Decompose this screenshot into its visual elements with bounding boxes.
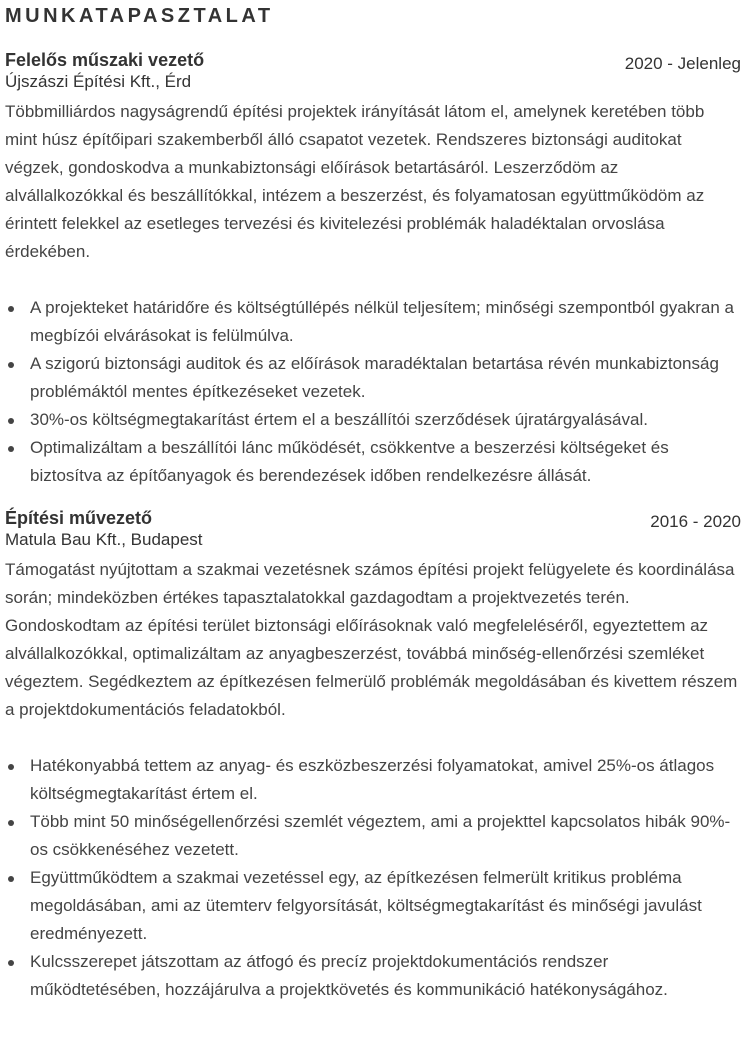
- achievement-text: Kulcsszerepet játszottam az átfogó és precíz projektdokumentációs rendszer működtetésében, hozzájárulva a projektkövetés és kommunikáció hatékonyságához.: [30, 952, 668, 999]
- job-description: Többmilliárdos nagyságrendű építési projektek irányítását látom el, amelynek keretében több mint húsz építőipari szakemberből álló csapatot vezetek. Rendszeres biztonsági auditokat végzek, gondoskodva a munkabiztonsági előírások betartásáról. Leszerződöm az alvállalkozókkal és beszállítókkal, intézem a beszerzést, és folyamatosan együttműködöm az érintett felekkel az esetleges tervezési és kivitelezési problémák haladéktalan orvoslása érdekében.: [5, 102, 705, 261]
- achievement-text: A szigorú biztonsági auditok és az előírások maradéktalan betartása révén munkabiztonság problémáktól mentes építkezéseket vezetek.: [30, 354, 719, 401]
- achievement-list: [5, 752, 741, 1004]
- achievement-text: Több mint 50 minőségellenőrzési szemlét végeztem, ami a projekttel kapcsolatos hibák 90%-os csökkenéséhez vezetett.: [30, 812, 731, 859]
- achievement-text: Együttműködtem a szakmai vezetéssel egy, az építkezésen felmerült kritikus probléma megoldásában, ami az ütemterv felgyorsítását, költségmegtakarítást és minőségi javulást eredményezett.: [30, 868, 702, 943]
- job-title: Felelős műszaki vezető: [5, 50, 205, 70]
- job-dates: 2020 - Jelenleg: [624, 54, 741, 73]
- job-description: Támogatást nyújtottam a szakmai vezetésnek számos építési projekt felügyelete és koordinálása során; mindeközben értékes tapasztalatokkal gazdagodtam a projektvezetés terén. Gondoskodtam az építési terület biztonsági előírásoknak való megfeleléséről, egyeztettem az alvállalkozókkal, optimalizáltam az anyagbeszerzést, továbbá minőség-ellenőrzési szemléket végeztem. Segédkeztem az építkezésen felmerülő problémák megoldásában és kivettem részem a projektdokumentációs feladatokból.: [5, 560, 738, 719]
- job-entry: [5, 49, 741, 490]
- bullet-icon: [8, 764, 14, 770]
- bullet-icon: [8, 876, 14, 882]
- achievement-item: [5, 864, 741, 948]
- achievement-item: [5, 294, 741, 350]
- achievement-text: Optimalizáltam a beszállítói lánc működését, csökkentve a beszerzési költségeket és biztosítva az építőanyagok és berendezések időben rendelkezésre állását.: [30, 438, 669, 485]
- job-header: [5, 49, 741, 93]
- job-title: Építési művezető: [5, 508, 153, 528]
- job-company: Matula Bau Kft., Budapest: [5, 530, 203, 549]
- achievement-list: [5, 294, 741, 490]
- bullet-icon: [8, 306, 14, 312]
- achievement-text: A projekteket határidőre és költségtúllépés nélkül teljesítem; minőségi szempontból gyakran a megbízói elvárásokat is felülmúlva.: [30, 298, 734, 345]
- job-header: [5, 507, 741, 551]
- bullet-icon: [8, 362, 14, 368]
- job-company: Újszászi Építési Kft., Érd: [5, 72, 192, 91]
- bullet-icon: [8, 960, 14, 966]
- achievement-text: 30%-os költségmegtakarítást értem el a beszállítói szerződések újratárgyalásával.: [30, 410, 648, 429]
- bullet-icon: [8, 446, 14, 452]
- achievement-text: Hatékonyabbá tettem az anyag- és eszközbeszerzési folyamatokat, amivel 25%-os átlagos költségmegtakarítást értem el.: [30, 756, 715, 803]
- achievement-item: [5, 948, 741, 1004]
- section-title: MUNKATAPASZTALAT: [5, 5, 274, 27]
- job-entry: [5, 507, 741, 1004]
- achievement-item: [5, 808, 741, 864]
- achievement-item: [5, 752, 741, 808]
- resume-page: [5, 0, 741, 1004]
- achievement-item: [5, 350, 741, 406]
- achievement-item: [5, 406, 741, 434]
- achievement-item: [5, 434, 741, 490]
- job-dates: 2016 - 2020: [650, 512, 741, 531]
- bullet-icon: [8, 820, 14, 826]
- bullet-icon: [8, 418, 14, 424]
